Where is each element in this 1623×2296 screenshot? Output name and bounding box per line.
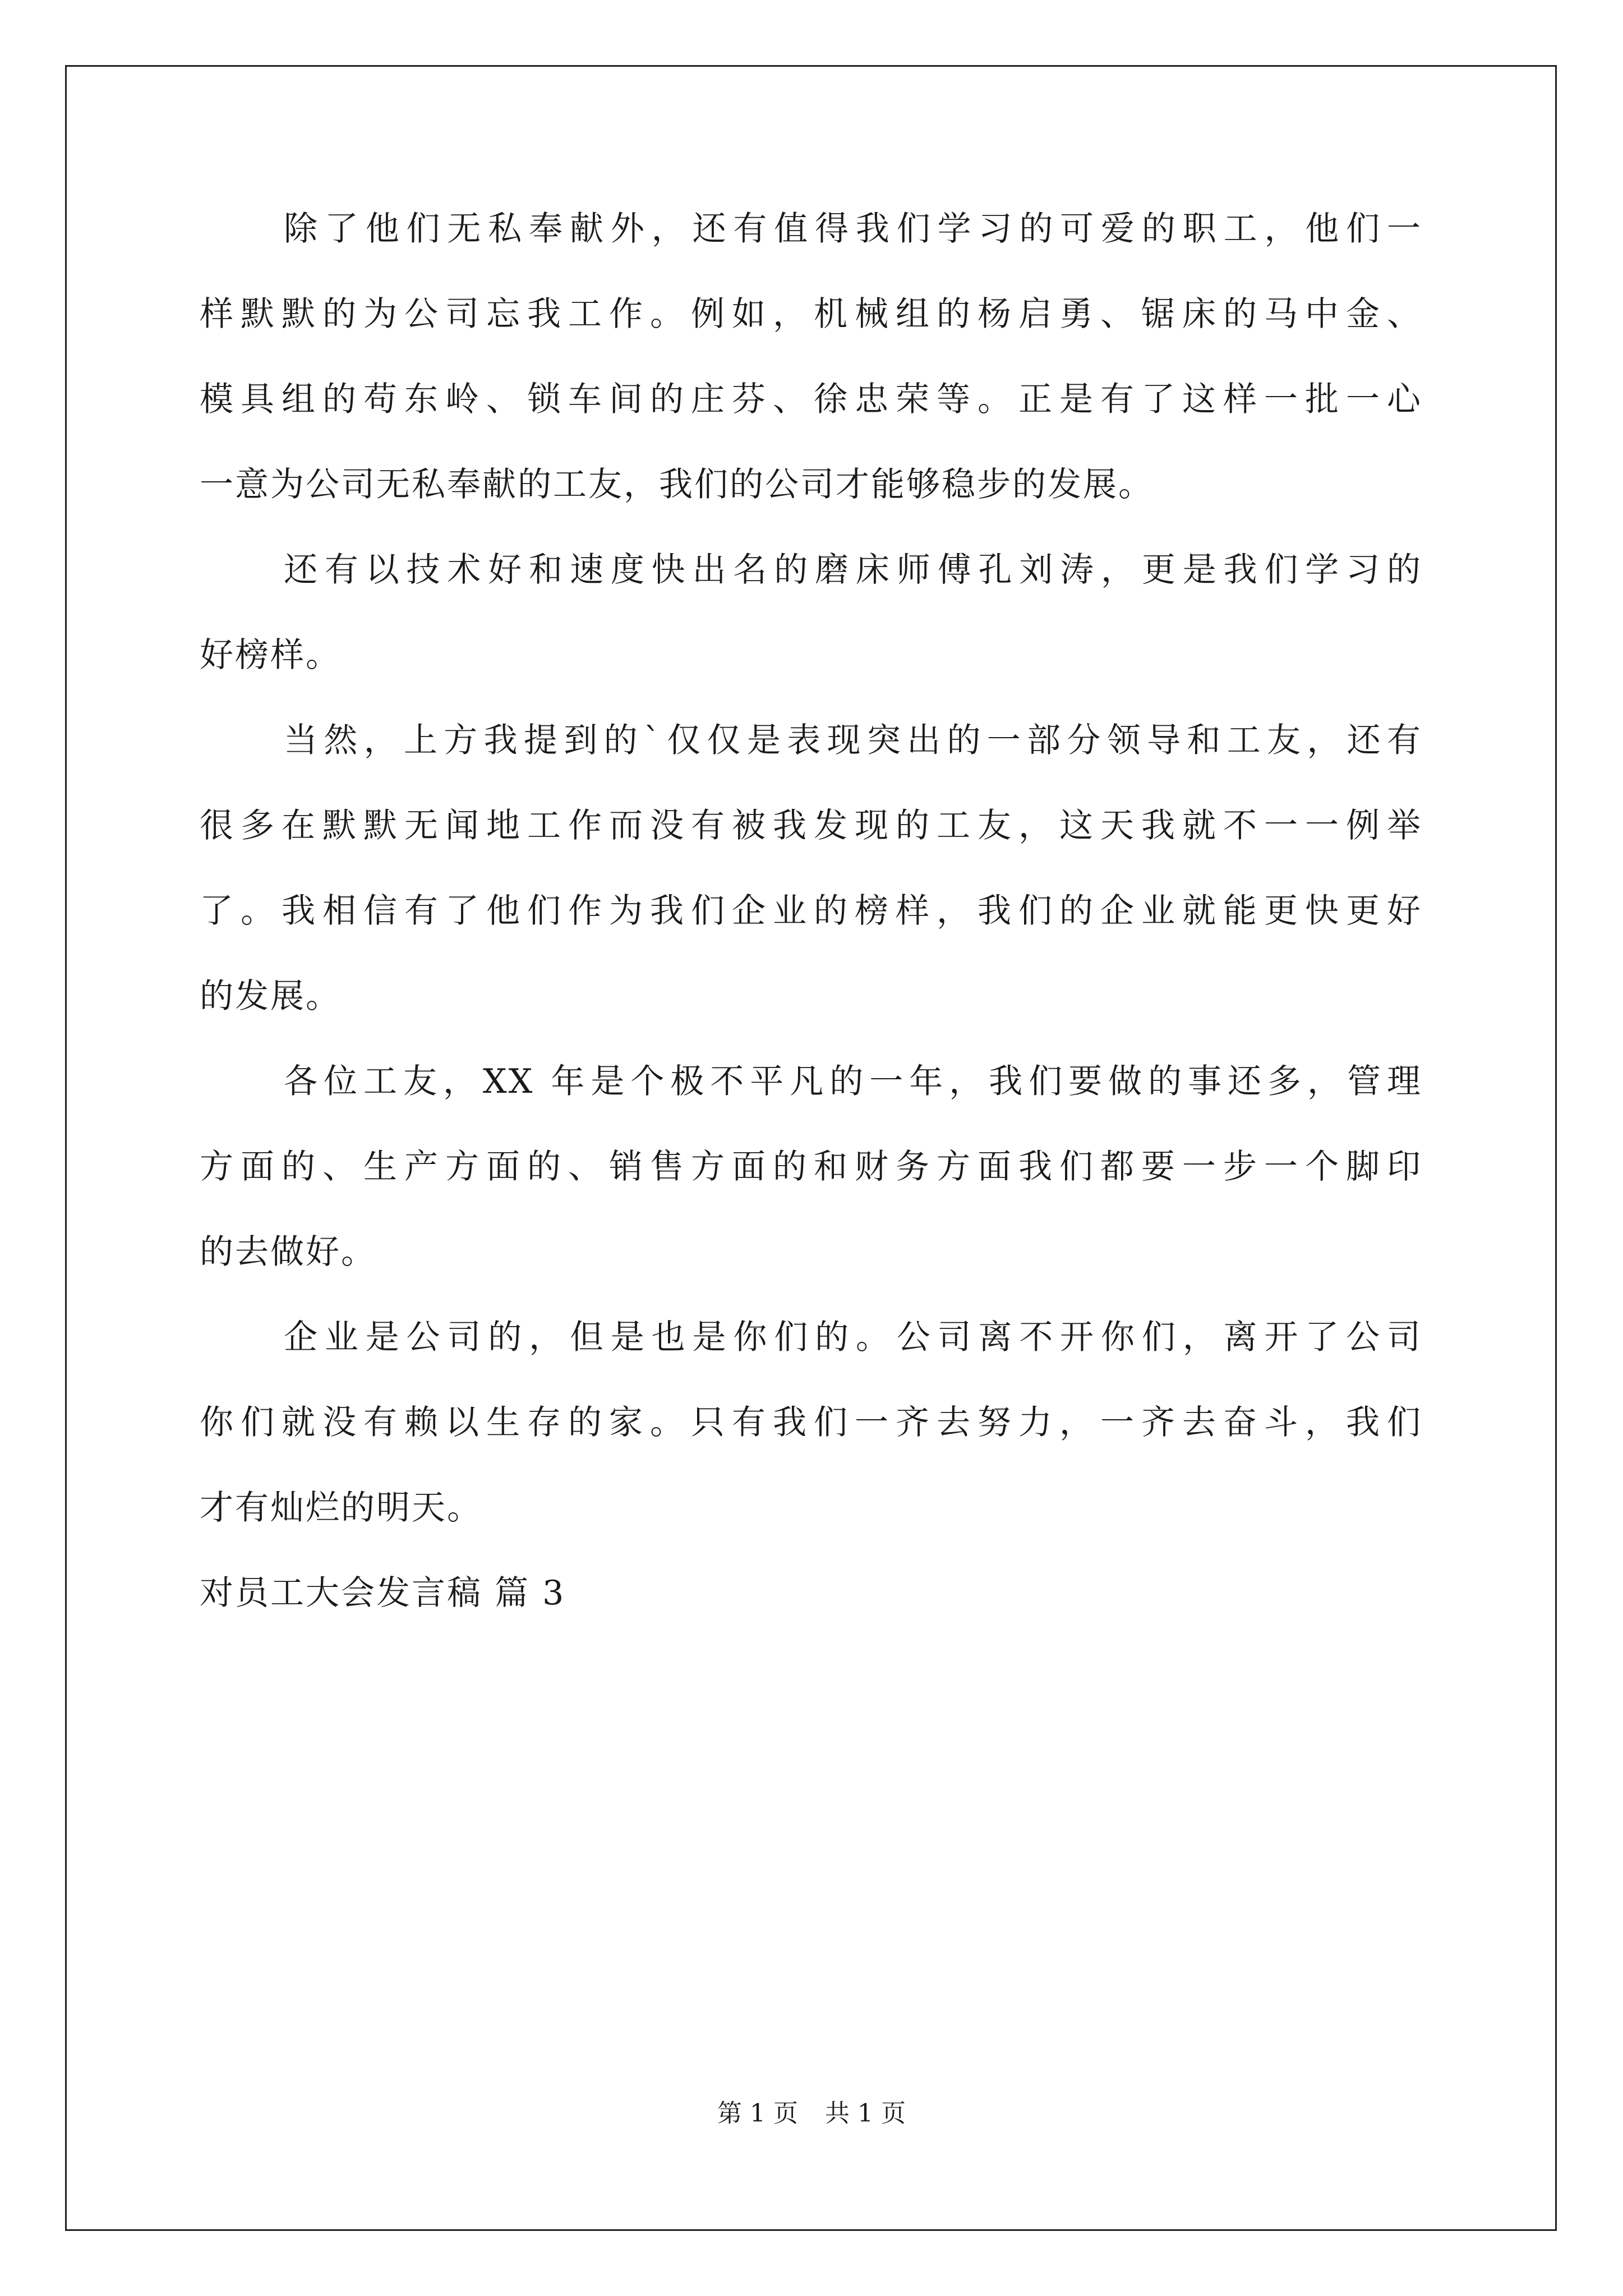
text-line: 很多在默默无闻地工作而没有被我发现的工友，这天我就不一一例举 — [200, 806, 1422, 845]
paragraph — [200, 208, 1422, 506]
text-line: 企业是公司的，但是也是你们的。公司离不开你们，离开了公司 — [284, 1318, 1422, 1357]
text-line: 模具组的苟东岭、锁车间的庄芬、徐忠荣等。正是有了这样一批一心 — [200, 380, 1422, 419]
paragraph — [200, 1060, 1422, 1273]
text-line: 除了他们无私奉献外，还有值得我们学习的可爱的职工，他们一 — [284, 209, 1422, 249]
text-line: 好榜样。 — [200, 636, 341, 675]
section-heading: 对员工大会发言稿 篇 3 — [200, 1573, 566, 1613]
text-line: 的发展。 — [200, 977, 341, 1016]
paragraph — [200, 549, 1422, 677]
text-line: 一意为公司无私奉献的工友，我们的公司才能够稳步的发展。 — [200, 465, 1154, 504]
text-line: 方面的、生产方面的、销售方面的和财务方面我们都要一步一个脚印 — [200, 1147, 1422, 1186]
text-line: 还有以技术好和速度快出名的磨床师傅孔刘涛，更是我们学习的 — [284, 550, 1422, 590]
document-body — [200, 208, 1422, 1657]
text-line: 当然，上方我提到的`仅仅是表现突出的一部分领导和工友，还有 — [284, 721, 1422, 760]
text-line: 各位工友，XX 年是个极不平凡的一年，我们要做的事还多，管理 — [284, 1062, 1422, 1101]
text-line: 你们就没有赖以生存的家。只有我们一齐去努力，一齐去奋斗，我们 — [200, 1403, 1422, 1442]
page-total: 共 1 页 — [825, 2099, 906, 2128]
paragraph — [200, 1316, 1422, 1529]
text-line: 的去做好。 — [200, 1232, 376, 1272]
text-line: 样默默的为公司忘我工作。例如，机械组的杨启勇、锯床的马中金、 — [200, 295, 1422, 334]
page-footer — [0, 2098, 1623, 2129]
page-number: 第 1 页 — [717, 2099, 798, 2128]
text-line: 才有灿烂的明天。 — [200, 1488, 482, 1527]
paragraph — [200, 719, 1422, 1018]
text-line: 了。我相信有了他们作为我们企业的榜样，我们的企业就能更快更好 — [200, 891, 1422, 931]
